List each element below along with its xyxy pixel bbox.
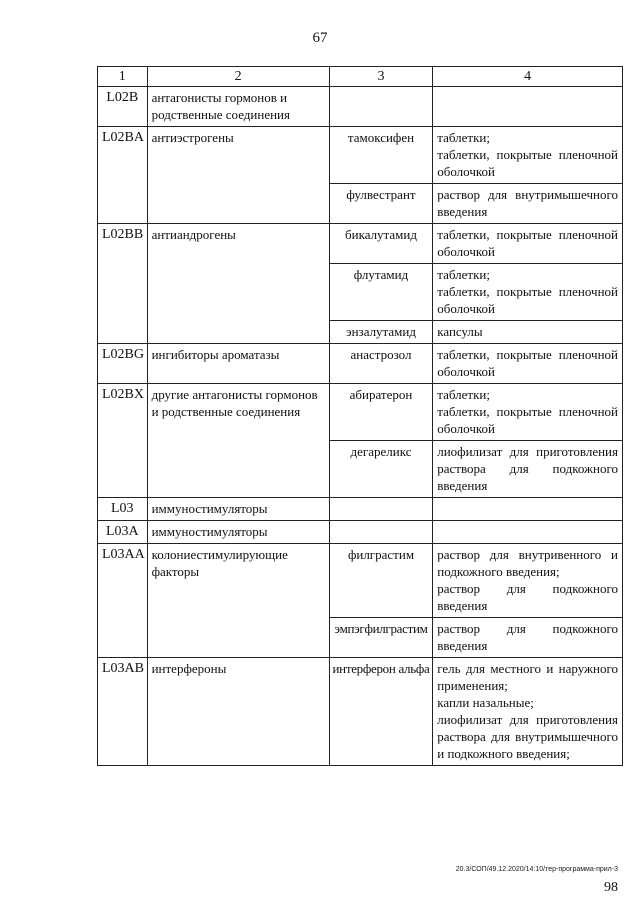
dosage-form: таблетки, покрытые пленочной оболочкой	[437, 147, 618, 179]
dosage-form-cell	[433, 544, 623, 618]
drug-name: филграстим	[329, 544, 432, 618]
dosage-form: раствор для внутримышечного введения	[437, 187, 618, 219]
page-number-bottom: 98	[604, 880, 618, 895]
dosage-form-empty	[433, 498, 623, 521]
dosage-form-cell	[433, 264, 623, 321]
header-col-4: 4	[433, 67, 623, 87]
dosage-form: капсулы	[437, 324, 483, 339]
atc-group-name: антагонисты гормонов и родственные соединения	[147, 87, 329, 127]
dosage-form-cell	[433, 658, 623, 766]
table-row	[98, 127, 623, 184]
header-col-2: 2	[147, 67, 329, 87]
table-row	[98, 224, 623, 264]
dosage-form-cell	[433, 184, 623, 224]
atc-code: L02BB	[98, 224, 148, 344]
dosage-form-empty	[433, 87, 623, 127]
dosage-form-cell	[433, 224, 623, 264]
dosage-form: таблетки, покрытые пленочной оболочкой	[437, 227, 618, 259]
table-row	[98, 521, 623, 544]
dosage-form-cell	[433, 344, 623, 384]
drug-name-empty	[329, 87, 432, 127]
atc-code: L03	[98, 498, 148, 521]
medication-table	[97, 66, 623, 766]
table-body	[98, 87, 623, 766]
atc-group-name: антиандрогены	[147, 224, 329, 344]
dosage-form-cell	[433, 618, 623, 658]
dosage-form-cell	[433, 441, 623, 498]
header-col-3: 3	[329, 67, 432, 87]
dosage-form: лиофилизат для приготовления раствора для подкожного введения	[437, 444, 618, 493]
dosage-form: таблетки;	[437, 267, 490, 282]
atc-code: L03A	[98, 521, 148, 544]
atc-group-name: ингибиторы ароматазы	[147, 344, 329, 384]
table-row	[98, 498, 623, 521]
drug-name: анастрозол	[329, 344, 432, 384]
drug-name-empty	[329, 498, 432, 521]
drug-name: эмпэгфилграстим	[329, 618, 432, 658]
atc-group-name: иммуностимуляторы	[147, 498, 329, 521]
table-row	[98, 384, 623, 441]
atc-group-name: другие антагонисты гормонов и родственные соединения	[147, 384, 329, 498]
dosage-form: таблетки, покрытые пленочной оболочкой	[437, 404, 618, 436]
dosage-form: таблетки;	[437, 130, 490, 145]
dosage-form-cell	[433, 127, 623, 184]
dosage-form: раствор для подкожного введения	[437, 581, 618, 613]
atc-code: L02BX	[98, 384, 148, 498]
atc-group-name: иммуностимуляторы	[147, 521, 329, 544]
atc-code: L03AB	[98, 658, 148, 766]
page-number-top: 67	[312, 30, 328, 46]
dosage-form-cell	[433, 384, 623, 441]
table-row	[98, 344, 623, 384]
drug-name: тамоксифен	[329, 127, 432, 184]
table-row	[98, 544, 623, 618]
atc-code: L02B	[98, 87, 148, 127]
drug-name: флутамид	[329, 264, 432, 321]
dosage-form: таблетки, покрытые пленочной оболочкой	[437, 284, 618, 316]
dosage-form: лиофилизат для приготовления раствора для внутримышечного и подкожного введения;	[437, 712, 618, 761]
atc-code: L02BG	[98, 344, 148, 384]
drug-name: бикалутамид	[329, 224, 432, 264]
drug-name: интерферон альфа	[329, 658, 432, 766]
drug-name-empty	[329, 521, 432, 544]
dosage-form-empty	[433, 521, 623, 544]
footer-note: 20.3/СОП/49.12.2020/14:10/тер-программа-прил-3	[455, 866, 618, 873]
dosage-form: гель для местного и наружного применения;	[437, 661, 618, 693]
drug-name: абиратерон	[329, 384, 432, 441]
dosage-form: капли назальные;	[437, 695, 534, 710]
dosage-form-cell	[433, 321, 623, 344]
table-row	[98, 658, 623, 766]
atc-code: L02BA	[98, 127, 148, 224]
atc-code: L03AA	[98, 544, 148, 658]
dosage-form: таблетки;	[437, 387, 490, 402]
drug-name: дегареликс	[329, 441, 432, 498]
table-row	[98, 87, 623, 127]
drug-name: энзалутамид	[329, 321, 432, 344]
atc-group-name: интерфероны	[147, 658, 329, 766]
drug-name: фулвестрант	[329, 184, 432, 224]
dosage-form: раствор для подкожного введения	[437, 621, 618, 653]
table-header	[98, 67, 623, 87]
atc-group-name: антиэстрогены	[147, 127, 329, 224]
atc-group-name: колониестимулирующие факторы	[147, 544, 329, 658]
dosage-form: таблетки, покрытые пленочной оболочкой	[437, 347, 618, 379]
header-col-1: 1	[98, 67, 148, 87]
dosage-form: раствор для внутривенного и подкожного введения;	[437, 547, 618, 579]
